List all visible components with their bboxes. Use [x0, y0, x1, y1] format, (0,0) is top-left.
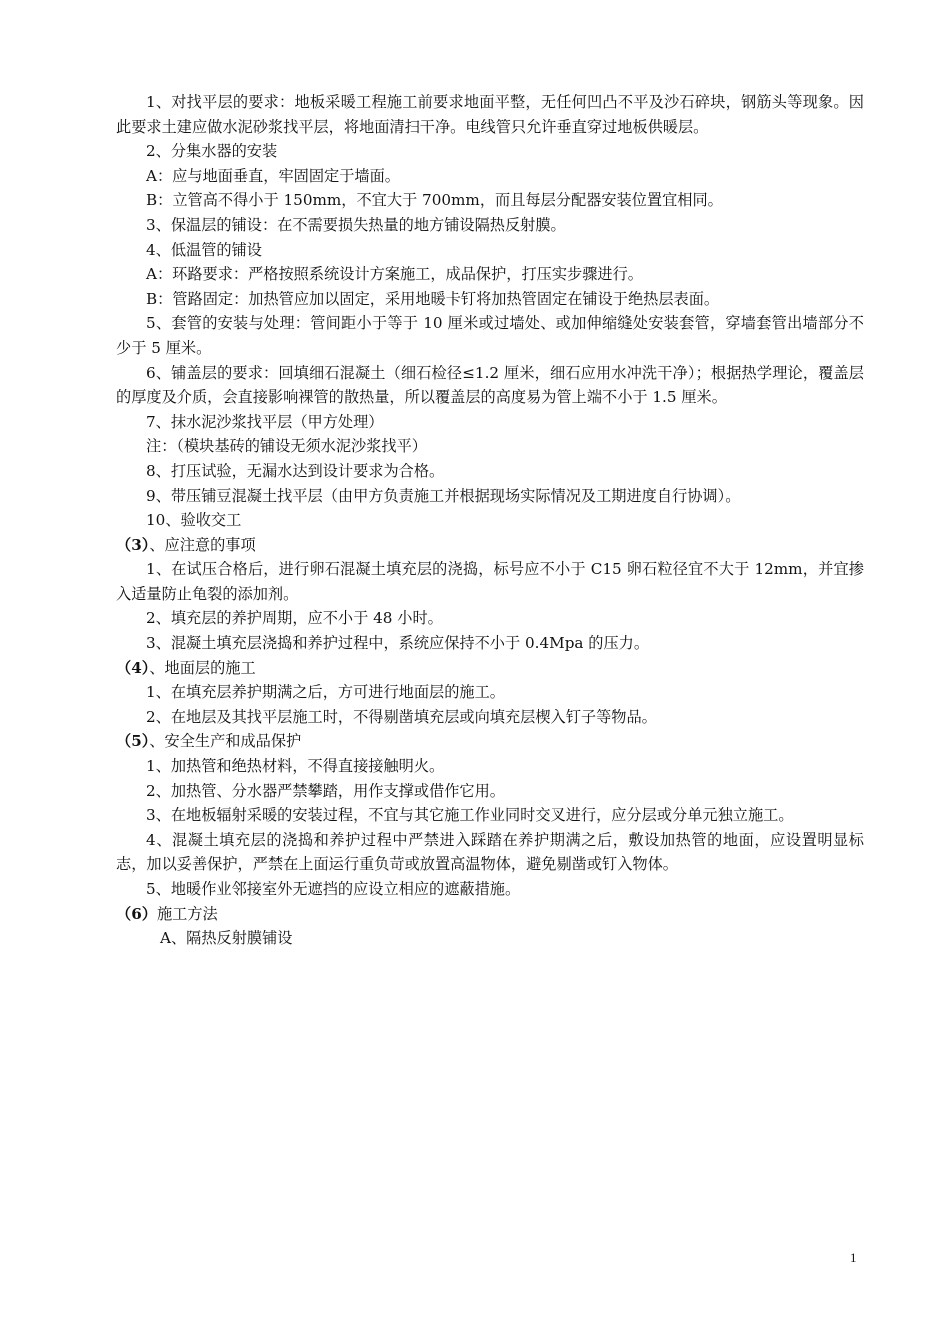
paragraph-pressure-test: 8、打压试验，无漏水达到设计要求为合格。 — [146, 461, 445, 480]
paragraph-item: 1、在填充层养护期满之后，方可进行地面层的施工。 — [146, 683, 505, 702]
section-number: （3） — [116, 535, 150, 554]
paragraph-manifold-installation: 2、分集水器的安装 — [146, 142, 278, 161]
section-title: 、地面层的施工 — [149, 658, 256, 677]
section-heading-3 — [116, 533, 864, 558]
paragraph-manifold-b: B：立管高不得小于 150mm，不宜大于 700mm，而且每层分配器安装位置宜相同。 — [146, 191, 723, 210]
paragraph-pipe-b: B：管路固定：加热管应加以固定，采用地暖卡钉将加热管固定在铺设于绝热层表面。 — [146, 289, 720, 308]
paragraph-sub-item: A、隔热反射膜铺设 — [160, 929, 293, 948]
paragraph-item: 3、在地板辐射采暖的安装过程，不宜与其它施工作业同时交叉进行，应分层或分单元独立施工。 — [146, 806, 794, 825]
section-heading-4 — [116, 656, 864, 681]
section-heading-5 — [116, 729, 864, 754]
paragraph-item: 2、在地层及其找平层施工时，不得剔凿填充层或向填充层楔入钉子等物品。 — [146, 707, 657, 726]
paragraph-manifold-a: A：应与地面垂直，牢固固定于墙面。 — [146, 166, 400, 185]
paragraph-item: 1、加热管和绝热材料，不得直接接触明火。 — [146, 757, 445, 776]
section-title: 施工方法 — [156, 904, 218, 923]
paragraph-item: 2、填充层的养护周期，应不小于 48 小时。 — [146, 609, 443, 628]
page-number: 1 — [850, 1250, 857, 1265]
paragraph-pipe-a: A：环路要求：严格按照系统设计方案施工，成品保护，打压实步骤进行。 — [146, 265, 643, 284]
paragraph-item: 1、在试压合格后，进行卵石混凝土填充层的浇捣，标号应不小于 C15 卵石粒径宜不大于 12mm，并宜掺入适量防止龟裂的添加剂。 — [116, 560, 864, 603]
paragraph-mortar-layer: 7、抹水泥沙浆找平层（甲方处理） — [146, 412, 384, 431]
document-body — [116, 90, 864, 951]
paragraph-item: 4、混凝土填充层的浇捣和养护过程中严禁进入踩踏在养护期满之后，敷设加热管的地面，应设置明显标志，加以妥善保护，严禁在上面运行重负苛或放置高温物体，避免剔凿或钉入物体。 — [116, 830, 864, 874]
paragraph-concrete-leveling: 9、带压铺豆混凝土找平层（由甲方负责施工并根据现场实际情况及工期进度自行协调）。 — [146, 486, 741, 505]
paragraph-sleeve: 5、套管的安装与处理：管间距小于等于 10 厘米或过墙处、或加伸缩缝处安装套管，穿墙套管出墙部分不少于 5 厘米。 — [116, 314, 864, 357]
paragraph-insulation-layer: 3、保温层的铺设：在不需要损失热量的地方铺设隔热反射膜。 — [146, 215, 566, 234]
paragraph-item: 3、混凝土填充层浇捣和养护过程中，系统应保持不小于 0.4Mpa 的压力。 — [146, 634, 650, 653]
paragraph-pipe-laying: 4、低温管的铺设 — [146, 240, 262, 259]
section-title: 、应注意的事项 — [149, 535, 256, 554]
section-number: （5） — [116, 732, 150, 751]
paragraph-item: 5、地暖作业邻接室外无遮挡的应设立相应的遮蔽措施。 — [146, 880, 521, 898]
section-title: 、安全生产和成品保护 — [149, 732, 302, 751]
section-number: （6） — [116, 904, 157, 923]
paragraph-cover-layer: 6、铺盖层的要求：回填细石混凝土（细石检径≤1.2 厘米，细石应用水冲洗干净）；根据热学理论，覆盖层的厚度及介质，会直接影响裸管的散热量，所以覆盖层的高度易为管上端不小于 1.5 厘米。 — [116, 363, 864, 407]
section-number: （4） — [116, 658, 150, 677]
paragraph-item: 2、加热管、分水器严禁攀踏，用作支撑或借作它用。 — [146, 781, 505, 800]
section-heading-6 — [116, 902, 864, 927]
paragraph-note: 注：（模块基砖的铺设无须水泥沙浆找平） — [146, 437, 427, 456]
paragraph-acceptance: 10、验收交工 — [146, 511, 242, 530]
paragraph-leveling-requirements: 1、对找平层的要求：地板采暖工程施工前要求地面平整，无任何凹凸不平及沙石碎块，钢筋头等现象。因此要求土建应做水泥砂浆找平层，将地面清扫干净。电线管只允许垂直穿过地板供暖层。 — [116, 93, 864, 136]
